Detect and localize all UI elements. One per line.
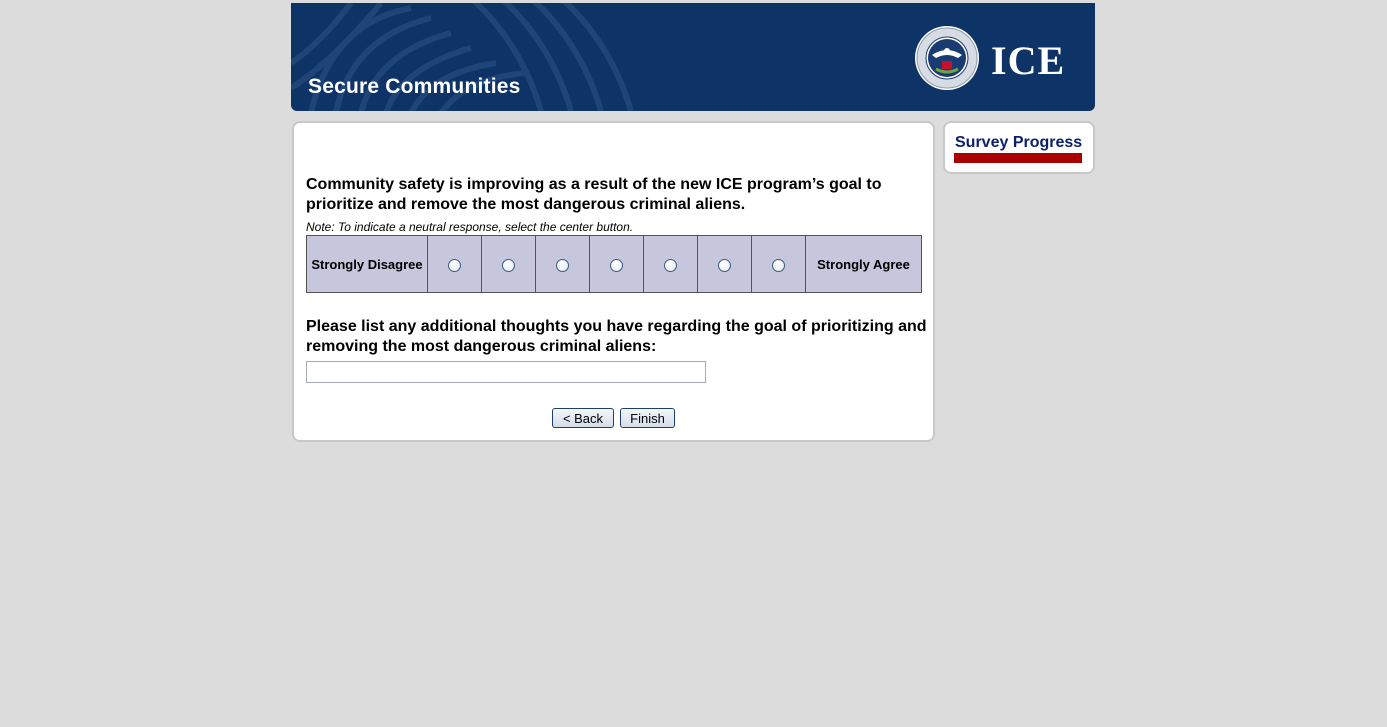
scale-option-4[interactable] <box>590 236 644 293</box>
question-text: Community safety is improving as a result of the new ICE program’s goal to prioritize and remove the most dangerous criminal aliens. <box>306 176 882 213</box>
radio-button[interactable] <box>772 259 785 272</box>
progress-bar <box>954 153 1082 163</box>
comment-input[interactable] <box>306 361 706 383</box>
back-button[interactable]: < Back <box>552 408 614 428</box>
radio-button[interactable] <box>502 259 515 272</box>
progress-panel <box>943 121 1095 174</box>
neutral-note: Note: To indicate a neutral response, select the center button. <box>306 220 634 234</box>
header-banner <box>291 3 1095 111</box>
survey-panel <box>292 121 935 442</box>
scale-option-7[interactable] <box>752 236 806 293</box>
progress-title: Survey Progress <box>955 134 1083 151</box>
scale-option-5[interactable] <box>644 236 698 293</box>
scale-option-2[interactable] <box>482 236 536 293</box>
site-title: Secure Communities <box>308 75 521 98</box>
dhs-seal-icon <box>914 25 980 91</box>
comment-question-text: Please list any additional thoughts you have regarding the goal of prioritizing and removing the most dangerous criminal aliens: <box>306 318 927 355</box>
finish-button[interactable]: Finish <box>620 408 675 428</box>
scale-option-1[interactable] <box>428 236 482 293</box>
radio-button[interactable] <box>610 259 623 272</box>
scale-option-6[interactable] <box>698 236 752 293</box>
radio-button[interactable] <box>664 259 677 272</box>
radio-button[interactable] <box>718 259 731 272</box>
radio-button[interactable] <box>556 259 569 272</box>
ice-logo: ICE <box>991 38 1066 83</box>
scale-label-left: Strongly Disagree <box>307 236 428 293</box>
scale-option-3[interactable] <box>536 236 590 293</box>
likert-scale <box>306 235 922 293</box>
radio-button[interactable] <box>448 259 461 272</box>
scale-label-right: Strongly Agree <box>806 236 922 293</box>
